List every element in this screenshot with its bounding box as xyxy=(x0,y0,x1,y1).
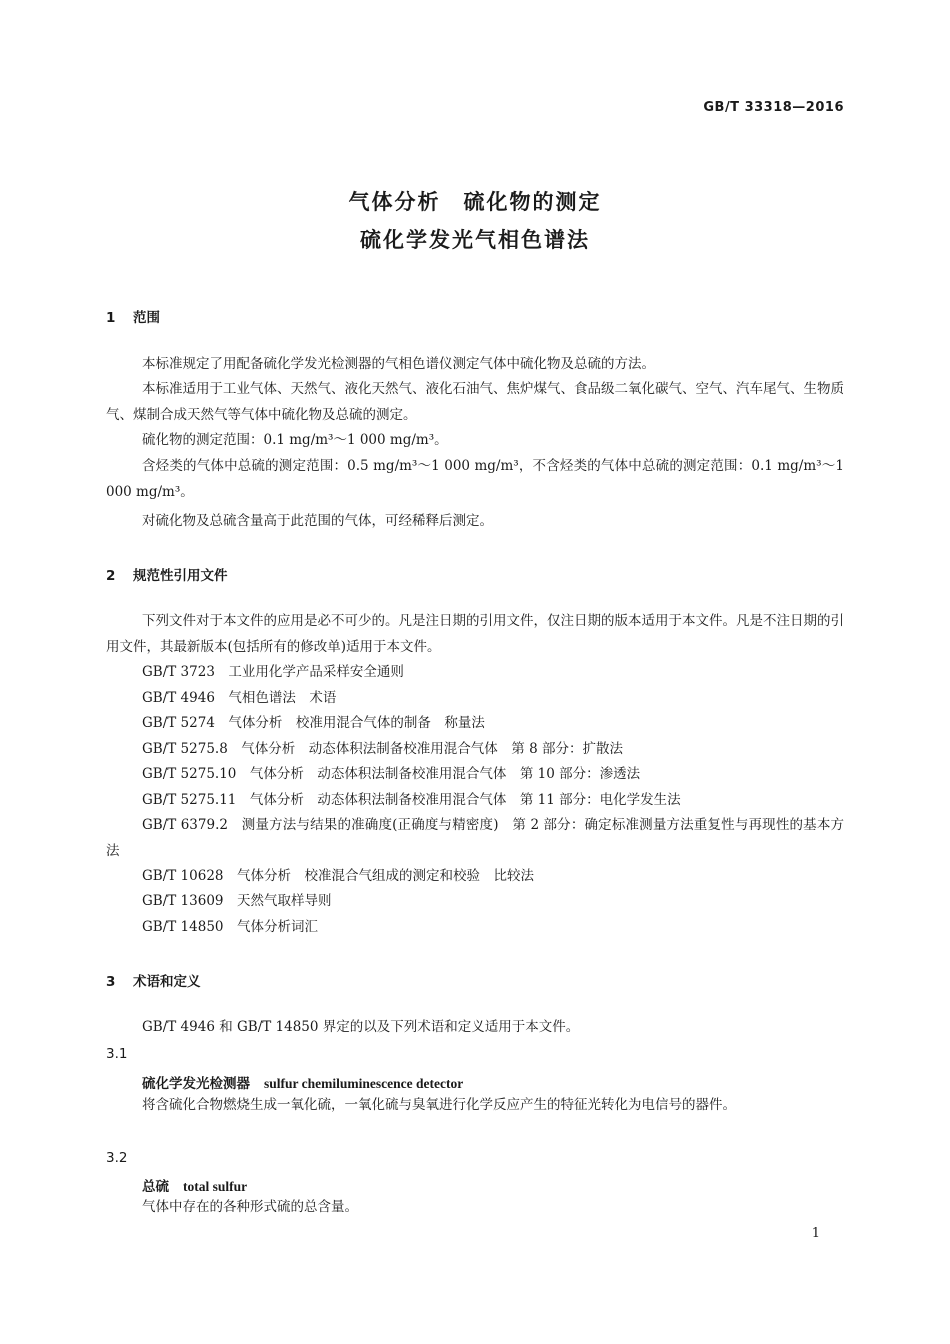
reference-item: GB/T 5275.10 气体分析 动态体积法制备校准用混合气体 第 10 部分：渗透法 xyxy=(142,766,641,782)
paragraph: GB/T 4946 和 GB/T 14850 界定的以及下列术语和定义适用于本文件。 xyxy=(142,1019,580,1035)
reference-item: GB/T 5274 气体分析 校准用混合气体的制备 称量法 xyxy=(142,715,485,731)
term-number: 3.2 xyxy=(106,1150,128,1166)
section-number: 3 xyxy=(106,974,116,990)
term-number: 3.1 xyxy=(106,1046,128,1062)
term-zh: 总硫 xyxy=(142,1179,169,1195)
reference-item: GB/T 10628 气体分析 校准混合气组成的测定和校验 比较法 xyxy=(142,868,534,884)
reference-item: GB/T 4946 气相色谱法 术语 xyxy=(142,690,337,706)
paragraph: 硫化物的测定范围：0.1 mg/m³～1 000 mg/m³。 xyxy=(142,432,448,448)
section-number: 1 xyxy=(106,310,116,326)
reference-item: GB/T 5275.11 气体分析 动态体积法制备校准用混合气体 第 11 部分：电化学发生法 xyxy=(142,792,681,808)
reference-item: GB/T 3723 工业用化学产品采样安全通则 xyxy=(142,664,404,680)
reference-item: GB/T 13609 天然气取样导则 xyxy=(142,893,332,909)
term-definition: 将含硫化合物燃烧生成一氧化硫，一氧化硫与臭氧进行化学反应产生的特征光转化为电信号的器件。 xyxy=(142,1097,736,1113)
section-title: 规范性引用文件 xyxy=(133,568,228,584)
reference-item: GB/T 14850 气体分析词汇 xyxy=(142,919,318,935)
term-heading xyxy=(142,1175,247,1195)
paragraph: 含烃类的气体中总硫的测定范围：0.5 mg/m³～1 000 mg/m³，不含烃类的气体中总硫的测定范围：0.1 mg/m³～1 000 mg/m³。 xyxy=(106,458,844,500)
paragraph: 本标准规定了用配备硫化学发光检测器的气相色谱仪测定气体中硫化物及总硫的方法。 xyxy=(142,356,655,372)
section-3-heading xyxy=(106,970,201,990)
section-title: 术语和定义 xyxy=(133,974,201,990)
document-title-line-1: 气体分析 硫化物的测定 xyxy=(348,190,602,214)
section-number: 2 xyxy=(106,568,116,584)
term-zh: 硫化学发光检测器 xyxy=(142,1076,250,1092)
term-en: total sulfur xyxy=(183,1179,248,1194)
page-number: 1 xyxy=(811,1226,820,1241)
term-en: sulfur chemiluminescence detector xyxy=(264,1076,464,1091)
paragraph: 对硫化物及总硫含量高于此范围的气体，可经稀释后测定。 xyxy=(142,513,493,529)
paragraph: 下列文件对于本文件的应用是必不可少的。凡是注日期的引用文件，仅注日期的版本适用于本文件。凡是不注日期的引用文件，其最新版本(包括所有的修改单)适用于本文件。 xyxy=(106,613,844,655)
section-1-heading xyxy=(106,306,160,326)
paragraph: 本标准适用于工业气体、天然气、液化天然气、液化石油气、焦炉煤气、食品级二氧化碳气、空气、汽车尾气、生物质气、煤制合成天然气等气体中硫化物及总硫的测定。 xyxy=(106,381,844,423)
section-title: 范围 xyxy=(133,310,160,326)
term-definition: 气体中存在的各种形式硫的总含量。 xyxy=(142,1199,358,1215)
section-2-heading xyxy=(106,564,228,584)
reference-item: GB/T 5275.8 气体分析 动态体积法制备校准用混合气体 第 8 部分：扩散法 xyxy=(142,741,623,757)
reference-item: GB/T 6379.2 测量方法与结果的准确度(正确度与精密度) 第 2 部分：确定标准测量方法重复性与再现性的基本方法 xyxy=(106,817,844,859)
document-title-line-2: 硫化学发光气相色谱法 xyxy=(360,228,590,252)
standard-code: GB/T 33318—2016 xyxy=(703,100,844,115)
term-heading xyxy=(142,1072,463,1092)
